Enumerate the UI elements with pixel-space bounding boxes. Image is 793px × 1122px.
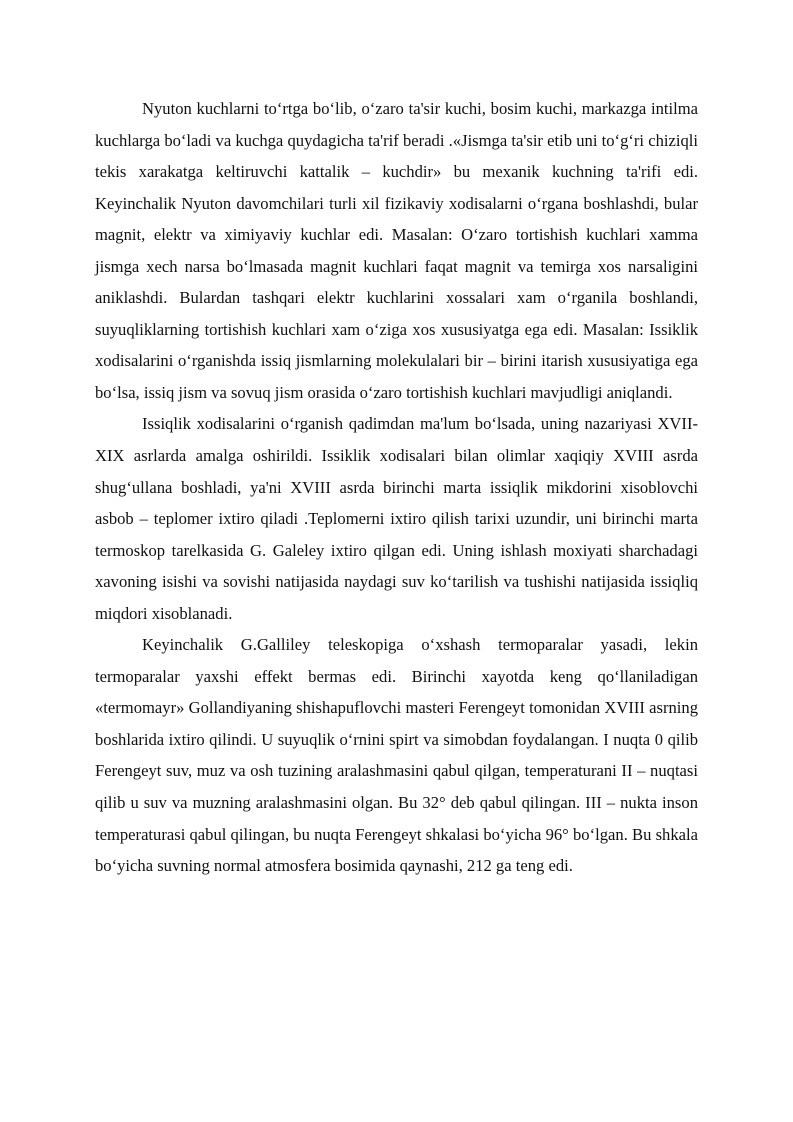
paragraph-newton-forces: Nyuton kuchlarni to‘rtga bo‘lib, o‘zaro ta'sir kuchi, bosim kuchi, markazga intilma kuchlarga bo‘ladi va kuchga quydagicha ta'rif beradi .«Jismga ta'sir etib uni to‘g‘ri chiziqli tekis xarakatga keltiruvchi kattalik – kuchdir» bu mexanik kuchning ta'rifi edi. Keyinchalik Nyuton davomchilari turli xil fizikaviy xodisalarni o‘rgana boshlashdi, bular magnit, elektr va ximiyaviy kuchlar edi. Masalan: O‘zaro tortishish kuchlari xamma jismga xech narsa bo‘lmasada magnit kuchlari faqat magnit va temirga xos narsaligini aniklashdi. Bulardan tashqari elektr kuchlarini xossalari xam o‘rganila boshlandi, suyuqliklarning tortishish kuchlari xam o‘ziga xos xususiyatga ega edi. Masalan: Issiklik xodisalarini o‘rganishda issiq jismlarning molekulalari bir – birini itarish xususiyatiga ega bo‘lsa, issiq jism va sovuq jism orasida o‘zaro tortishish kuchlari mavjudligi aniqlandi. — [95, 99, 698, 402]
paragraph-heat-phenomena: Issiqlik xodisalarini o‘rganish qadimdan ma'lum bo‘lsada, uning nazariyasi XVII-XIX asrlarda amalga oshirildi. Issiklik xodisalari bilan olimlar xaqiqiy XVIII asrda shug‘ullana boshladi, ya'ni XVIII asrda birinchi marta issiqlik mikdorini xisoblovchi asbob – teplomer ixtiro qiladi .Teplomerni ixtiro qilish tarixi uzundir, uni birinchi marta termoskop tarelkasida G. Galeley ixtiro qilgan edi. Uning ishlash moxiyati sharchadagi xavoning isishi va sovishi natijasida naydagi suv ko‘tarilish va tushishi natijasida issiqliq miqdori xisoblanadi. — [95, 414, 698, 623]
paragraph-fahrenheit-thermometer: Keyinchalik G.Galliley teleskopiga o‘xshash termoparalar yasadi, lekin termoparalar yaxshi effekt bermas edi. Birinchi xayotda keng qo‘llaniladigan «termomayr» Gollandiyaning shishapuflovchi masteri Ferengeyt tomonidan XVIII asrning boshlarida ixtiro qilindi. U suyuqlik o‘rnini spirt va simobdan foydalangan. I nuqta 0 qilib Ferengeyt suv, muz va osh tuzining aralashmasini qabul qilgan, temperaturani II – nuqtasi qilib u suv va muzning aralashmasini olgan. Bu 32° deb qabul qilingan. III – nukta inson temperaturasi qabul qilingan, bu nuqta Ferengeyt shkalasi bo‘yicha 96° bo‘lgan. Bu shkala bo‘yicha suvning normal atmosfera bosimida qaynashi, 212 ga teng edi. — [95, 635, 698, 876]
document-body — [95, 93, 698, 882]
